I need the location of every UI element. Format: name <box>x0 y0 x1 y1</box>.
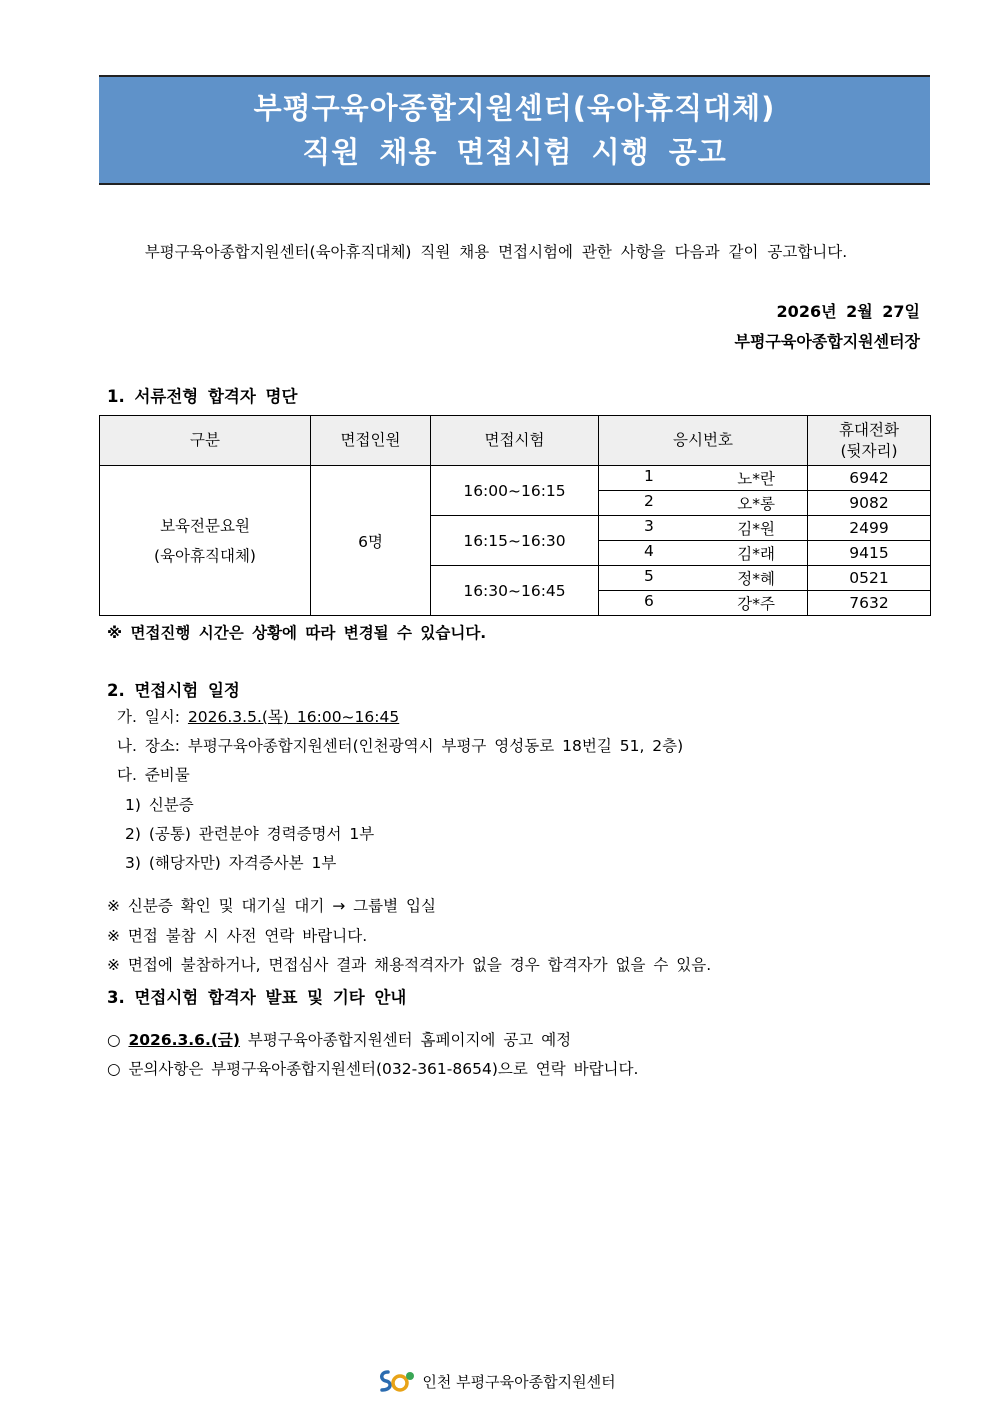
number-cell <box>599 491 808 516</box>
category-cell <box>100 466 311 616</box>
row-no: 4 <box>644 542 654 560</box>
row-no: 6 <box>644 592 654 610</box>
intro-text: 부평구육아종합지원센터(육아휴직대체) 직원 채용 면접시험에 관한 사항을 다음과 같이 공고합니다. <box>144 243 848 261</box>
prep-item: 2) (공통) 관련분야 경력증명서 1부 <box>125 825 375 843</box>
bullet-icon: ○ <box>107 1031 121 1049</box>
phone-cell: 9082 <box>808 491 931 516</box>
announcement-item <box>107 1028 571 1050</box>
row-no: 5 <box>644 567 654 585</box>
row-name: 노*란 <box>737 470 775 488</box>
header-number: 응시번호 <box>599 416 808 466</box>
date-prefix: 가. 일시: <box>117 708 188 726</box>
prep-item: 1) 신분증 <box>125 796 194 814</box>
footer-text: 인천 부평구육아종합지원센터 <box>422 1372 616 1391</box>
center-logo-icon <box>376 1368 416 1394</box>
phone-cell: 7632 <box>808 591 931 616</box>
category-line-2: (육아휴직대체) <box>154 546 256 565</box>
table-row <box>100 466 931 491</box>
issuer: 부평구육아종합지원센터장 <box>734 332 920 351</box>
number-cell <box>599 466 808 491</box>
prep-item: 3) (해당자만) 자격증사본 1부 <box>125 854 337 872</box>
phone-cell: 0521 <box>808 566 931 591</box>
slot-cell: 16:15~16:30 <box>431 516 599 566</box>
number-cell <box>599 566 808 591</box>
section1-heading: 1. 서류전형 합격자 명단 <box>107 387 298 406</box>
interview-place: 나. 장소: 부평구육아종합지원센터(인천광역시 부평구 영성동로 18번길 51, 2층) <box>117 737 684 755</box>
procedure-note: ※ 신분증 확인 및 대기실 대기 → 그룹별 입실 <box>107 897 436 915</box>
header-time: 면접시험 <box>431 416 599 466</box>
title-line-2: 직원 채용 면접시험 시행 공고 <box>302 135 727 169</box>
contact-item <box>107 1057 638 1079</box>
announcement-date: 2026.3.6.(금) <box>128 1031 240 1049</box>
schedule-change-note: ※ 면접진행 시간은 상황에 따라 변경될 수 있습니다. <box>107 624 487 642</box>
row-no: 1 <box>644 467 654 485</box>
notice-date: 2026년 2월 27일 <box>776 302 920 321</box>
row-name: 김*래 <box>737 545 775 563</box>
date-value: 2026.3.5.(목) 16:00~16:45 <box>187 708 400 726</box>
row-no: 2 <box>644 492 654 510</box>
row-no: 3 <box>644 517 654 535</box>
row-name: 김*원 <box>737 520 775 538</box>
absence-note: ※ 면접 불참 시 사전 연락 바랍니다. <box>107 927 368 945</box>
number-cell <box>599 541 808 566</box>
header-category: 구분 <box>100 416 311 466</box>
phone-cell: 9415 <box>808 541 931 566</box>
prep-title: 다. 준비물 <box>117 766 190 784</box>
row-name: 오*롱 <box>737 495 775 513</box>
header-count: 면접인원 <box>311 416 431 466</box>
section3-heading: 3. 면접시험 합격자 발표 및 기타 안내 <box>107 988 407 1007</box>
slot-cell: 16:30~16:45 <box>431 566 599 616</box>
phone-cell: 2499 <box>808 516 931 541</box>
footer <box>0 1368 992 1394</box>
section2-heading: 2. 면접시험 일정 <box>107 681 240 700</box>
row-name: 강*주 <box>737 595 775 613</box>
applicant-table <box>99 415 931 616</box>
contact-text: 문의사항은 부평구육아종합지원센터(032-361-8654)으로 연락 바랍니다. <box>128 1060 639 1078</box>
bullet-icon: ○ <box>107 1060 121 1078</box>
no-pass-note: ※ 면접에 불참하거나, 면접심사 결과 채용적격자가 없을 경우 합격자가 없을 수 있음. <box>107 956 712 974</box>
row-name: 정*혜 <box>737 570 775 588</box>
title-line-1: 부평구육아종합지원센터(육아휴직대체) <box>253 91 776 125</box>
interview-date <box>117 705 399 727</box>
slot-cell: 16:00~16:15 <box>431 466 599 516</box>
title-banner <box>99 75 930 185</box>
announcement-text: 부평구육아종합지원센터 홈페이지에 공고 예정 <box>239 1031 572 1049</box>
category-line-1: 보육전문요원 <box>160 516 250 535</box>
table-header-row <box>100 416 931 466</box>
header-phone: 휴대전화 (뒷자리) <box>808 416 931 466</box>
phone-cell: 6942 <box>808 466 931 491</box>
number-cell <box>599 591 808 616</box>
count-cell: 6명 <box>311 466 431 616</box>
number-cell <box>599 516 808 541</box>
